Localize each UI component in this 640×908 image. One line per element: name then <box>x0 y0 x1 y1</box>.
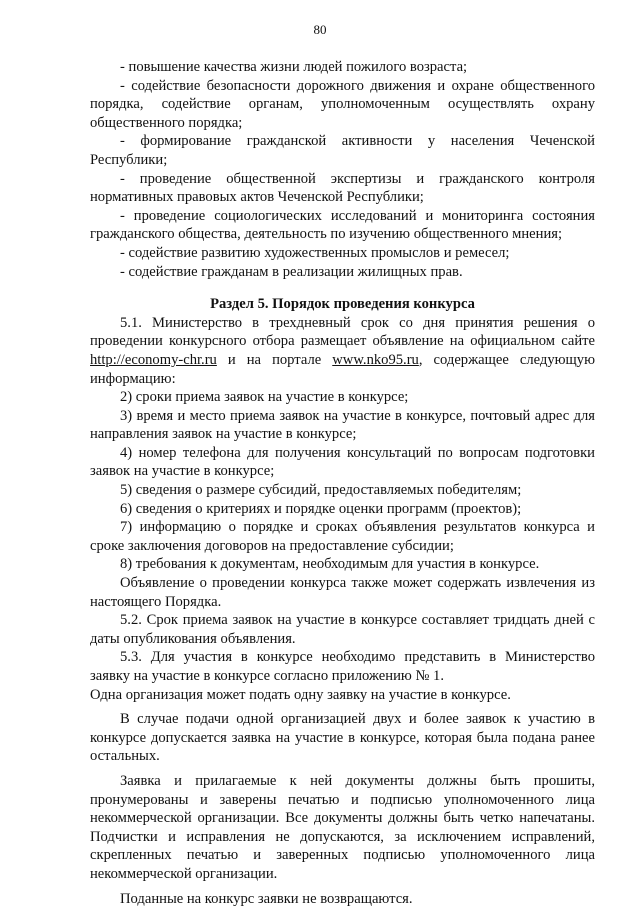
paragraph-5-1-start: 5.1. Министерство в трехдневный срок со дня принятия решения о проведении конкурсного отбора размещает объявление на официальном сайте <box>90 314 595 350</box>
section-heading: Раздел 5. Порядок проведения конкурса <box>210 296 475 313</box>
list-item: 6) сведения о критериях и порядке оценки программ (проектов); <box>120 500 522 517</box>
bullet-item: - проведение общественной экспертизы и гражданского контроля нормативных правовых актов Чеченской Республики; <box>90 170 595 206</box>
documents-requirements-paragraph: Заявка и прилагаемые к ней документы должны быть прошиты, пронумерованы и заверены печатью и подписью уполномоченного лица некоммерческой организации. Все документы должны быть четко напечатаны. Подчистки и исправления не допускаются, за исключением исправлений, скрепленных печатью и заверенных подписью уполномоченного лица некоммерческой организации. <box>90 772 595 882</box>
list-item: 5) сведения о размере субсидий, предоставляемых победителям; <box>120 482 522 499</box>
list-item: 4) номер телефона для получения консультаций по вопросам подготовки заявок на участие в конкурсе; <box>90 444 595 480</box>
bullet-item: - содействие развитию художественных промыслов и ремесел; <box>120 244 510 261</box>
multiple-applications-paragraph: В случае подачи одной организацией двух и более заявок к участию в конкурсе допускается заявка на участие в конкурсе, которая была подана ранее остальных. <box>90 711 595 765</box>
bullet-item: - повышение качества жизни людей пожилого возраста; <box>120 59 468 75</box>
bullet-item: - формирование гражданской активности у населения Чеченской Республики; <box>90 133 595 168</box>
paragraph-5-3: 5.3. Для участия в конкурсе необходимо представить в Министерство заявку на участие в конкурсе согласно приложению № 1. <box>90 649 595 684</box>
one-application-paragraph: Одна организация может подать одну заявку на участие в конкурсе. <box>90 686 511 703</box>
bullet-item: - содействие гражданам в реализации жилищных прав. <box>120 263 463 280</box>
spacer <box>90 281 595 295</box>
list-item: 3) время и место приема заявок на участие в конкурсе, почтовый адрес для направления заявок на участие в конкурсе; <box>90 407 595 443</box>
list-item: 2) сроки приема заявок на участие в конкурсе; <box>120 389 409 406</box>
page-number: 80 <box>313 22 327 37</box>
paragraph-5-2: 5.2. Срок приема заявок на участие в конкурсе составляет тридцать дней с даты опубликования объявления. <box>90 612 595 647</box>
economy-site-link[interactable]: http://economy-chr.ru <box>90 351 217 368</box>
paragraph-5-1-mid: и на портале <box>216 351 333 368</box>
document-body <box>90 58 595 908</box>
not-returned-paragraph: Поданные на конкурс заявки не возвращаются. <box>120 890 413 907</box>
bullet-item: - содействие безопасности дорожного движения и охране общественного порядка, содействие органам, уполномоченным осуществлять охрану общественного порядка; <box>90 77 595 131</box>
bullet-item: - проведение социологических исследований и мониторинга состояния гражданского общества, деятельность по изучению общественного мнения; <box>90 207 595 243</box>
paragraph-5-1 <box>90 314 595 388</box>
announcement-paragraph: Объявление о проведении конкурса также может содержать извлечения из настоящего Порядка. <box>90 575 595 610</box>
list-item: 7) информацию о порядке и сроках объявления результатов конкурса и сроке заключения договоров на предоставление субсидии; <box>90 519 595 554</box>
paragraph-5-1-end: , содержащее следующую информацию: <box>90 351 595 387</box>
list-item: 8) требования к документам, необходимым для участия в конкурсе. <box>120 556 540 573</box>
nko-portal-link[interactable]: www.nko95.ru <box>332 351 419 368</box>
